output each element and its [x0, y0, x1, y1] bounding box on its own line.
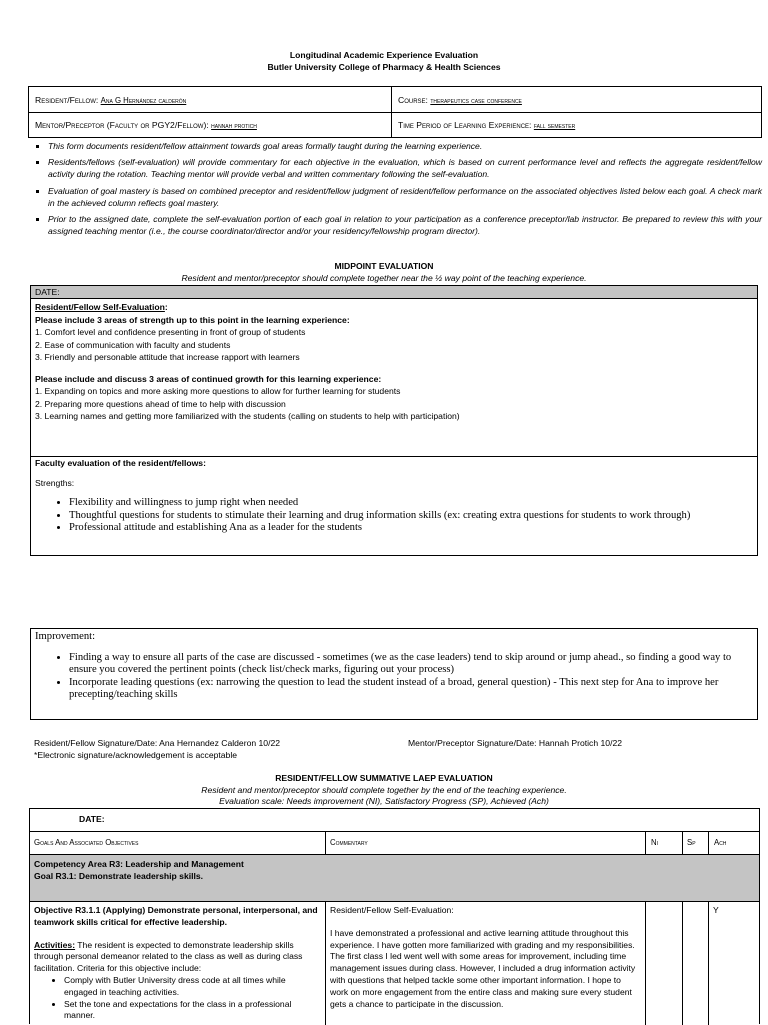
col-goals-header: Goals And Associated Objectives [34, 838, 139, 847]
growth-prompt: Please include and discuss 3 areas of continued growth for this learning experience: [35, 373, 382, 384]
signature-block [34, 737, 280, 761]
competency-row [30, 855, 759, 902]
list-item: 1. Expanding on topics and more asking more questions to allow for further learning for students [35, 386, 401, 396]
list-item: • Comply with Butler University dress code at all times while engaged in teaching activities. [64, 975, 320, 999]
summative-date-row [30, 809, 759, 832]
document-subtitle: Butler University College of Pharmacy & Health Sciences [267, 62, 501, 72]
activities-label: Activities: [34, 939, 76, 950]
improvement-label: Improvement: [35, 631, 96, 642]
activities-text: The resident is expected to demonstrate leadership skills through personal demeanor related to the class as well as during class facilitation. Criteria for this objective include: [34, 939, 303, 974]
mentor-value: hannah protich [211, 121, 257, 130]
instruction-item: ▪ This form documents resident/fellow attainment towards goal areas formally taught during the learning experience. [48, 140, 762, 152]
list-item: • Thoughtful questions for students to stimulate their learning and drug information skills (ex: creating extra questions for students to work through) [69, 510, 755, 523]
col-ni-header: Ni [651, 838, 659, 847]
evaluation-scale: Evaluation scale: Needs improvement (NI), Satisfactory Progress (SP), Achieved (Ach) [219, 796, 549, 806]
criteria-list [34, 975, 320, 1022]
self-eval-colon: : [164, 302, 168, 312]
midpoint-box [30, 285, 758, 556]
competency-area: Competency Area R3: Leadership and Management [34, 859, 244, 869]
list-item: • Incorporate leading questions (ex: narrowing the question to lead the student instead of a broad, general question) - This next step for Ana to improve her precepting/teaching skills [69, 677, 753, 702]
commentary-cell [330, 905, 640, 1010]
course-label: Course: [398, 94, 428, 105]
faculty-strengths-list [35, 497, 755, 535]
col-ach-header: Ach [714, 838, 727, 847]
list-item: • Set the tone and expectations for the class in a professional manner. [64, 999, 320, 1023]
course-value: therapeutics case conference [430, 95, 522, 105]
midpoint-date-label: DATE: [35, 287, 60, 297]
col-sp-header: Sp [687, 838, 696, 847]
list-item: 3. Friendly and personable attitude that increase rapport with learners [35, 352, 300, 362]
period-value: fall semester [533, 121, 576, 130]
summative-title: RESIDENT/FELLOW SUMMATIVE LAEP EVALUATION [275, 773, 493, 783]
improvement-box [30, 628, 758, 720]
list-item: • Finding a way to ensure all parts of the case are discussed - sometimes (we as the case leaders) tend to skip around or jump ahead., so finding a good way to ensure you covered the pertinent points (check list/check marks, figuring out your process) [69, 652, 753, 677]
course-cell [392, 87, 762, 113]
instruction-item: ▪ Evaluation of goal mastery is based on combined preceptor and resident/fellow judgment of resident/fellow performance on the associated objectives listed below each goal. A check mark in the achieved column reflects goal mastery. [48, 185, 762, 209]
growth-list [35, 385, 753, 423]
self-eval-heading: Resident/Fellow Self-Evaluation [35, 302, 165, 312]
goal-title: Goal R3.1: Demonstrate leadership skills. [34, 871, 204, 881]
info-table [28, 86, 762, 138]
ach-mark: Y [713, 905, 719, 915]
resident-value: Ana G Hernández calderón [100, 95, 187, 105]
instruction-item: ▪ Residents/fellows (self-evaluation) will provide commentary for each objective in the evaluation, which is based on current performance level and reflects the aggregate resident/fellow activity during the rotation. Teaching mentor will provide verbal and written commentary following the self-evaluation. [48, 156, 762, 180]
document-title: Longitudinal Academic Experience Evaluation [289, 50, 479, 60]
improvement-list [35, 652, 753, 702]
faculty-section [35, 458, 755, 535]
midpoint-date-row [31, 286, 757, 299]
faculty-strengths-label: Strengths: [35, 478, 75, 488]
list-item: 2. Ease of communication with faculty and students [35, 339, 231, 350]
commentary-self-eval-text: I have demonstrated a professional and active learning attitude throughout this experience. I have gotten more familiarized with grading and my responsibilities. The first class I led went well with some areas for improvement, including time management issues during class. However, I included a drug information activity with questions that helped tackle some other important information. I hope to work on more engagement from the entire class and making sure every student gets a chance to participate in the discussion. [330, 927, 636, 1009]
summative-table [29, 808, 760, 1024]
faculty-heading: Faculty evaluation of the resident/fellows: [35, 458, 206, 468]
midpoint-subtitle: Resident and mentor/preceptor should complete together near the ½ way point of the teaching experience. [181, 273, 587, 283]
mentor-signature: Mentor/Preceptor Signature/Date: Hannah Protich 10/22 [408, 738, 623, 748]
mentor-cell [29, 113, 392, 138]
period-label: Time Period of Learning Experience: [398, 120, 532, 130]
strengths-prompt: Please include 3 areas of strength up to this point in the learning experience: [35, 314, 350, 325]
summative-header-row [30, 832, 759, 855]
objective-title: Objective R3.1.1 (Applying) Demonstrate personal, interpersonal, and teamwork skills critical for effective leadership. [34, 905, 318, 927]
resident-signature: Resident/Fellow Signature/Date: Ana Hernandez Calderon 10/22 [34, 738, 281, 748]
list-item: • Professional attitude and establishing Ana as a leader for the students [69, 522, 755, 535]
resident-label: Resident/Fellow: [35, 94, 99, 105]
list-item: 3. Learning names and getting more familiarized with the students (calling on students to help with participation) [35, 411, 460, 421]
midpoint-title: MIDPOINT EVALUATION [334, 261, 434, 271]
resident-cell [29, 87, 392, 113]
commentary-self-eval-label: Resident/Fellow Self-Evaluation: [330, 905, 454, 915]
summative-date-label: DATE: [79, 814, 105, 824]
col-commentary-header: Commentary [330, 838, 368, 847]
list-item: • Flexibility and willingness to jump right when needed [69, 497, 755, 510]
instructions-list [0, 140, 762, 237]
list-item: 2. Preparing more questions ahead of time to help with discussion [35, 398, 286, 409]
self-eval-section [31, 299, 757, 423]
list-item: 1. Comfort level and confidence presenting in front of group of students [35, 327, 306, 337]
summative-subtitle: Resident and mentor/preceptor should complete together by the end of the teaching experience. [201, 784, 567, 795]
signature-note: *Electronic signature/acknowledgement is acceptable [34, 750, 238, 760]
mentor-label: Mentor/Preceptor (Faculty or PGY2/Fellow): [35, 120, 209, 130]
instruction-item: ▪ Prior to the assigned date, complete the self-evaluation portion of each goal in relation to your participation as a conference preceptor/lab instructor. Be prepared to review this with your assigned teaching mentor (i.e., the course coordinator/director and/or your residency/fellowship program director). [48, 213, 762, 237]
objective-cell [34, 905, 320, 1022]
strengths-list [35, 326, 753, 364]
period-cell [392, 113, 762, 138]
